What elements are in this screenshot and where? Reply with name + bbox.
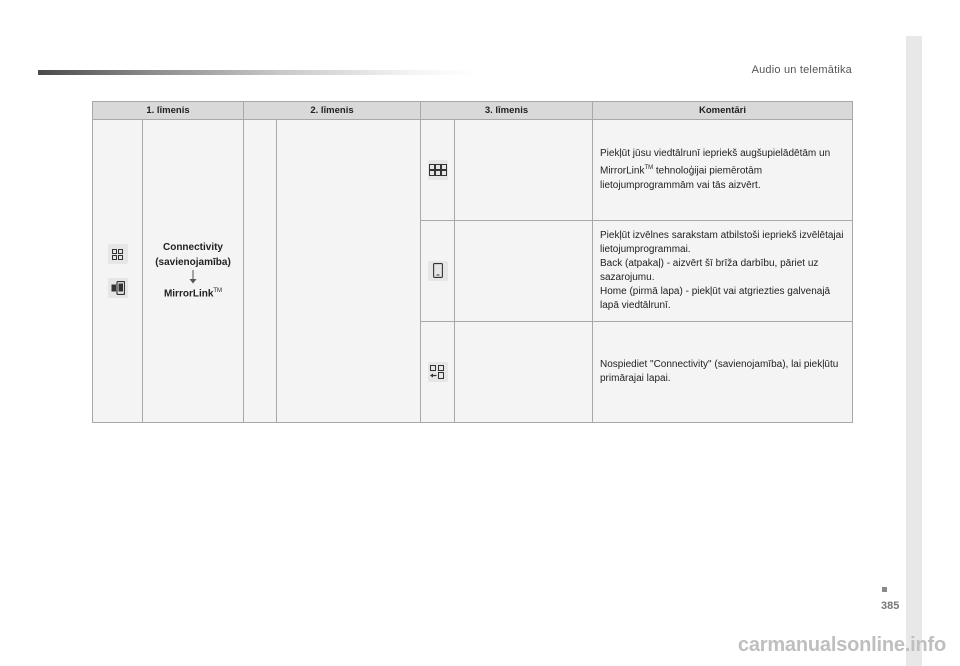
level3-label-cell [455, 221, 593, 322]
level2-label-cell [277, 120, 421, 423]
mirrorlink-label: MirrorLink™ [163, 288, 223, 300]
comment-cell [593, 322, 853, 423]
comment-cell [593, 120, 853, 221]
page-number: 385 [881, 600, 900, 612]
table-header-row [93, 102, 853, 120]
mirrorlink-phone-icon [108, 278, 128, 298]
connectivity-sublabel: (savienojamība) [155, 257, 231, 269]
level3-icon-cell [421, 120, 455, 221]
comment-line: Back (atpakaļ) - aizvērt šī brīža darbību, pāriet uz sazarojumu. [600, 258, 819, 283]
level3-label-cell [455, 120, 593, 221]
column-header-level1: 1. līmenis [93, 102, 244, 120]
apps-grid-large-icon [428, 160, 448, 180]
comment-line: Piekļūt izvēlnes sarakstam atbilstoši iepriekš izvēlētajai lietojumprogrammai. [600, 230, 844, 255]
column-header-comments: Komentāri [593, 102, 853, 120]
level1-icons-cell [93, 120, 143, 423]
comment-text: Piekļūt jūsu viedtālrunī iepriekš augšupielādētām un MirrorLink™ tehnoloģijai piemērotām lietojumprogrammām vai tās aizvērt. [600, 148, 831, 191]
connectivity-label: Connectivity [162, 242, 223, 254]
column-header-level2: 2. līmenis [244, 102, 421, 120]
section-title: Audio un telemātika [751, 64, 852, 76]
page-edge-strip [906, 36, 922, 666]
down-arrow-icon [143, 270, 243, 284]
level3-icon-cell [421, 221, 455, 322]
back-to-connectivity-icon [428, 362, 448, 382]
level1-label-cell [143, 120, 244, 423]
header-gradient-bar [38, 70, 478, 75]
comment-text: Nospiediet "Connectivity" (savienojamība), lai piekļūtu primārajai lapai. [600, 359, 839, 384]
page-marker [882, 587, 887, 592]
menu-levels-table [92, 101, 853, 423]
level3-label-cell [455, 322, 593, 423]
apps-grid-icon [108, 244, 128, 264]
level3-icon-cell [421, 322, 455, 423]
phone-icon [428, 261, 448, 281]
watermark-text: carmanualsonline.info [737, 634, 946, 656]
comment-line: Home (pirmā lapa) - piekļūt vai atgriezties galvenajā lapā viedtālrunī. [600, 286, 831, 311]
level2-icon-cell [244, 120, 277, 423]
comment-cell [593, 221, 853, 322]
column-header-level3: 3. līmenis [421, 102, 593, 120]
table-row [93, 120, 853, 221]
